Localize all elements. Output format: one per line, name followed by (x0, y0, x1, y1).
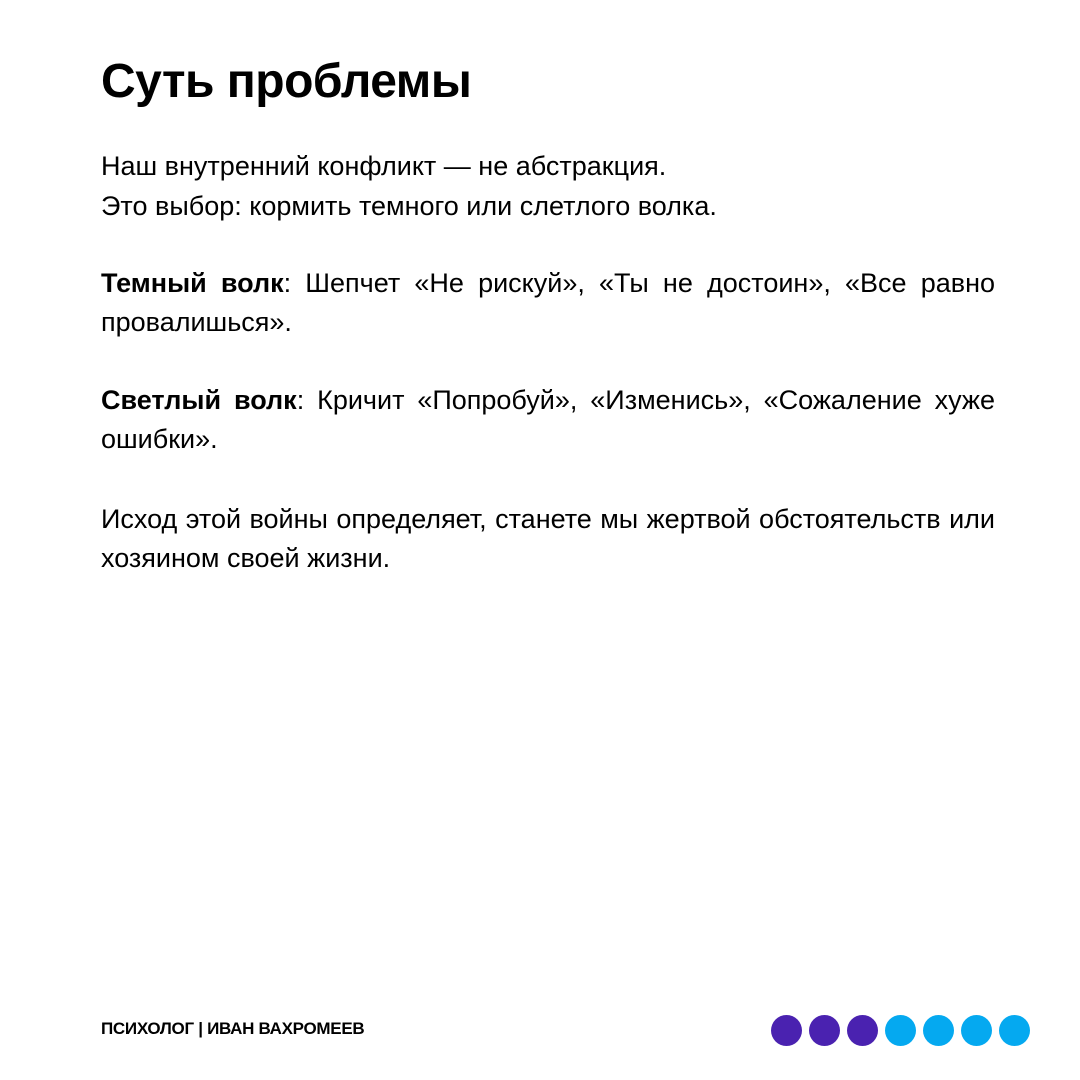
light-wolf-paragraph (101, 381, 995, 459)
intro-line-1: Наш внутренний конфликт — не абстракция. (101, 151, 667, 181)
intro-line-2: Это выбор: кормить темного или слетлого волка. (101, 191, 717, 221)
progress-dot-filled (847, 1015, 878, 1046)
light-wolf-text: : Кричит «Попробуй», «Изменись», «Сожаление хуже ошибки». (101, 385, 995, 454)
dark-wolf-paragraph (101, 264, 995, 342)
progress-dot-filled (771, 1015, 802, 1046)
progress-dot-empty (923, 1015, 954, 1046)
intro-text (101, 146, 1001, 226)
slide-progress-dots (771, 1015, 1030, 1046)
page-title: Суть проблемы (101, 55, 472, 108)
dark-wolf-label: Темный волк (101, 268, 284, 298)
progress-dot-empty (961, 1015, 992, 1046)
author-signature: ПСИХОЛОГ | ИВАН ВАХРОМЕЕВ (101, 1019, 365, 1038)
dark-wolf-text: : Шепчет «Не рискуй», «Ты не достоин», «Все равно провалишься». (101, 268, 996, 337)
outcome-paragraph: Исход этой войны определяет, станете мы жертвой обстоятельств или хозяином своей жизни. (101, 504, 995, 573)
light-wolf-label: Светлый волк (101, 385, 297, 415)
progress-dot-empty (885, 1015, 916, 1046)
progress-dot-empty (999, 1015, 1030, 1046)
progress-dot-filled (809, 1015, 840, 1046)
